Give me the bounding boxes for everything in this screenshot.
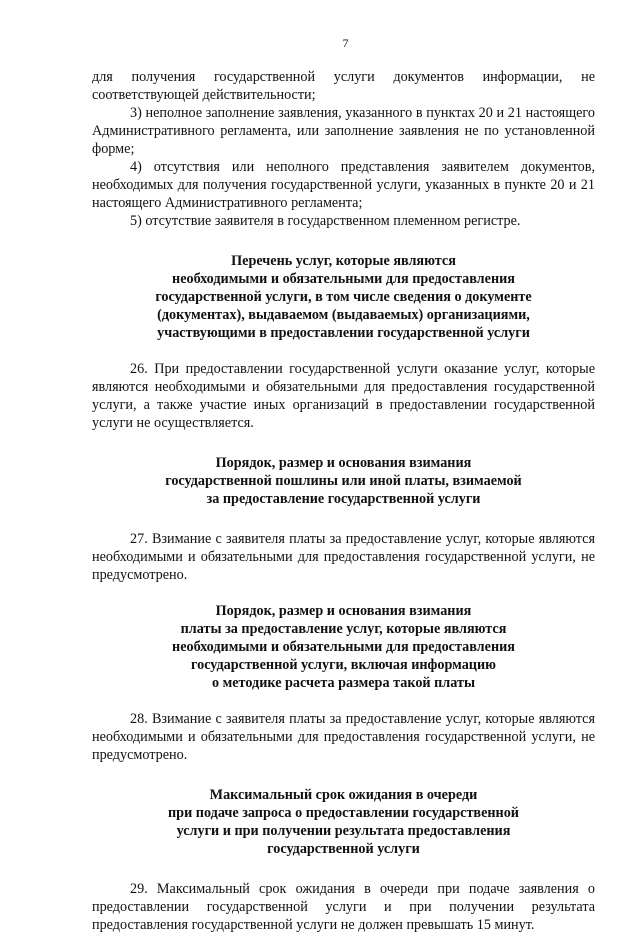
heading-line: государственной услуги, включая информацию — [191, 657, 496, 673]
section-heading-state-fee — [92, 454, 595, 508]
heading-line: Порядок, размер и основания взимания — [215, 603, 472, 619]
heading-line: необходимыми и обязательными для предоставления — [172, 639, 515, 655]
paragraph-29: 29. Максимальный срок ожидания в очереди при подаче заявления о предоставлении государственной услуги и при получении результата предоставления государственной услуги не должен превышать 15 минут. — [92, 881, 595, 933]
heading-line: участвующими в предоставлении государственной услуги — [157, 325, 530, 341]
heading-line: платы за предоставление услуг, которые являются — [180, 621, 507, 637]
heading-line: государственной услуги — [267, 841, 420, 857]
heading-line: за предоставление государственной услуги — [206, 491, 481, 507]
list-item-3: 3) неполное заполнение заявления, указанного в пунктах 20 и 21 настоящего Административного регламента, или заполнение заявления не по установленной форме; — [92, 105, 595, 157]
heading-line: Перечень услуг, которые являются — [231, 253, 456, 269]
list-item-5: 5) отсутствие заявителя в государственном племенном регистре. — [130, 213, 521, 229]
heading-line: при подаче запроса о предоставлении государственной — [168, 805, 519, 821]
heading-line: государственной пошлины или иной платы, взимаемой — [165, 473, 522, 489]
paragraph-26: 26. При предоставлении государственной услуги оказание услуг, которые являются необходимыми и обязательными для предоставления государственной услуги, а также участие иных организаций в предоставлении государственной услуги не осуществляется. — [92, 361, 595, 431]
heading-line: необходимыми и обязательными для предоставления — [172, 271, 515, 287]
heading-line: Порядок, размер и основания взимания — [215, 455, 472, 471]
heading-line: о методике расчета размера такой платы — [211, 675, 476, 691]
document-page — [92, 36, 595, 934]
section-heading-service-fee — [92, 602, 595, 692]
heading-line: Максимальный срок ожидания в очереди — [209, 787, 478, 803]
heading-line: государственной услуги, в том числе сведения о документе — [155, 289, 532, 305]
continuation-paragraph: для получения государственной услуги документов информации, не соответствующей действительности; — [92, 69, 595, 103]
list-item-4: 4) отсутствия или неполного представления заявителем документов, необходимых для получения государственной услуги, указанных в пункте 20 и 21 настоящего Административного регламента; — [92, 159, 595, 211]
paragraph-27: 27. Взимание с заявителя платы за предоставление услуг, которые являются необходимыми и обязательными для предоставления государственной услуги, не предусмотрено. — [92, 531, 595, 583]
section-heading-services-list — [92, 252, 595, 342]
paragraph-28: 28. Взимание с заявителя платы за предоставление услуг, которые являются необходимыми и обязательными для предоставления государственной услуги, не предусмотрено. — [92, 711, 595, 763]
heading-line: услуги и при получении результата предоставления — [176, 823, 511, 839]
heading-line: (документах), выдаваемом (выдаваемых) организациями, — [157, 307, 530, 323]
page-number: 7 — [342, 36, 349, 50]
section-heading-queue-time — [92, 786, 595, 858]
